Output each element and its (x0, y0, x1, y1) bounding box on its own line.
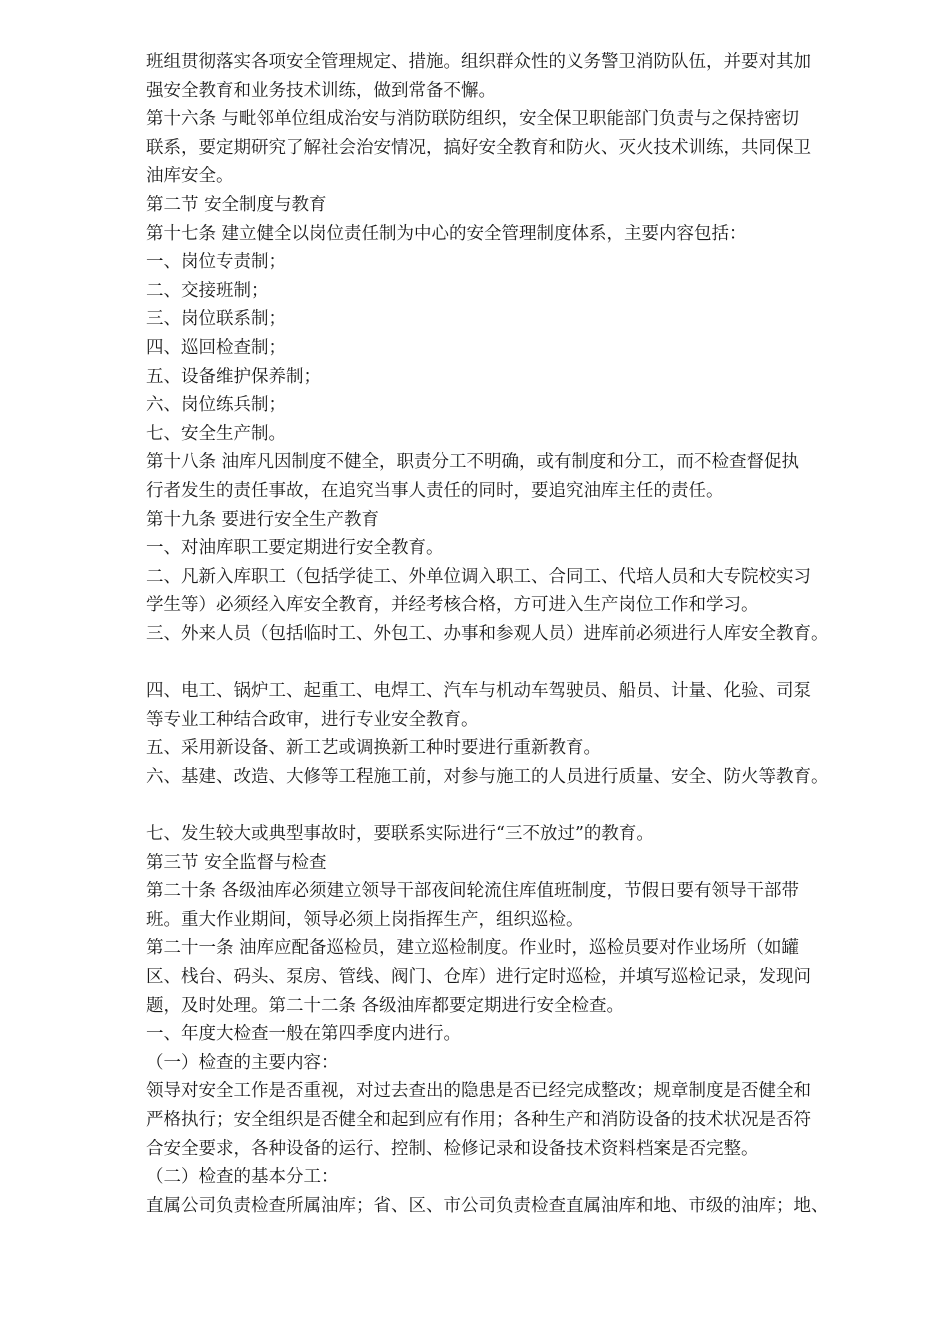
list-item: 七、发生较大或典型事故时，要联系实际进行“三不放过”的教育。 (146, 824, 654, 845)
list-item: 三、岗位联系制； (146, 309, 286, 330)
list-item: 五、采用新设备、新工艺或调换新工种时要进行重新教育。 (146, 738, 601, 759)
text-line: 联系，要定期研究了解社会治安情况，搞好安全教育和防火、灭火技术训练，共同保卫 (146, 137, 811, 158)
text-line: 题，及时处理。第二十二条 各级油库都要定期进行安全检查。 (146, 995, 625, 1016)
text-line: 第十八条 油库凡因制度不健全，职责分工不明确，或有制度和分工，而不检查督促执 (146, 452, 800, 473)
text-line: 合安全要求，各种设备的运行、控制、检修记录和设备技术资料档案是否完整。 (146, 1138, 759, 1159)
text-line: 第二十一条 油库应配备巡检员，建立巡检制度。作业时，巡检员要对作业场所（如罐 (146, 938, 800, 959)
list-item: 一、对油库职工要定期进行安全教育。 (146, 538, 444, 559)
text-line: 第十六条 与毗邻单位组成治安与消防联防组织，安全保卫职能部门负责与之保持密切 (146, 109, 800, 130)
list-item: 五、设备维护保养制； (146, 366, 321, 387)
text-line: 班组贯彻落实各项安全管理规定、措施。组织群众性的义务警卫消防队伍，并要对其加 (146, 52, 811, 72)
text-line: 强安全教育和业务技术训练，做到常备不懈。 (146, 80, 496, 101)
list-item: 六、岗位练兵制； (146, 395, 286, 416)
sub-heading: （二）检查的基本分工： (146, 1167, 339, 1188)
list-item: 二、凡新入库职工（包括学徒工、外单位调入职工、合同工、代培人员和大专院校实习 (146, 566, 811, 587)
sub-heading: （一）检查的主要内容： (146, 1052, 339, 1073)
text-line: 等专业工种结合政审，进行专业安全教育。 (146, 709, 479, 730)
section-heading: 第二节 安全制度与教育 (146, 194, 327, 215)
blank-line (146, 648, 906, 677)
text-line: 第二十条 各级油库必须建立领导干部夜间轮流住库值班制度，节假日要有领导干部带 (146, 881, 800, 902)
text-line: 班。重大作业期间，领导必须上岗指挥生产，组织巡检。 (146, 909, 584, 930)
text-line: 区、栈台、码头、泵房、管线、阀门、仓库）进行定时巡检，并填写巡检记录，发现问 (146, 967, 811, 987)
text-line: 第十九条 要进行安全生产教育 (146, 509, 380, 530)
list-item: 四、电工、锅炉工、起重工、电焊工、汽车与机动车驾驶员、船员、计量、化验、司泵 (146, 681, 811, 702)
list-item: 二、交接班制； (146, 280, 269, 301)
list-item: 四、巡回检查制； (146, 337, 286, 358)
blank-line (146, 791, 906, 820)
list-item: 一、岗位专责制； (146, 252, 286, 273)
list-item: 一、年度大检查一般在第四季度内进行。 (146, 1024, 461, 1045)
text-line: 油库安全。 (146, 166, 234, 187)
section-heading: 第三节 安全监督与检查 (146, 852, 327, 873)
text-line: 直属公司负责检查所属油库；省、区、市公司负责检查直属油库和地、市级的油库；地、 (146, 1195, 829, 1216)
list-item: 六、基建、改造、大修等工程施工前，对参与施工的人员进行质量、安全、防火等教育。 (146, 766, 829, 787)
document-page (146, 48, 906, 1220)
text-line: 第十七条 建立健全以岗位责任制为中心的安全管理制度体系，主要内容包括： (146, 223, 747, 244)
text-line: 严格执行；安全组织是否健全和起到应有作用；各种生产和消防设备的技术状况是否符 (146, 1109, 811, 1130)
text-line: 领导对安全工作是否重视，对过去查出的隐患是否已经完成整改；规章制度是否健全和 (146, 1081, 811, 1102)
text-line: 行者发生的责任事故，在追究当事人责任的同时，要追究油库主任的责任。 (146, 480, 724, 501)
list-item: 三、外来人员（包括临时工、外包工、办事和参观人员）进库前必须进行人库安全教育。 (146, 623, 829, 644)
list-item: 七、安全生产制。 (146, 423, 286, 444)
text-line: 学生等）必须经入库安全教育，并经考核合格，方可进入生产岗位工作和学习。 (146, 595, 759, 616)
